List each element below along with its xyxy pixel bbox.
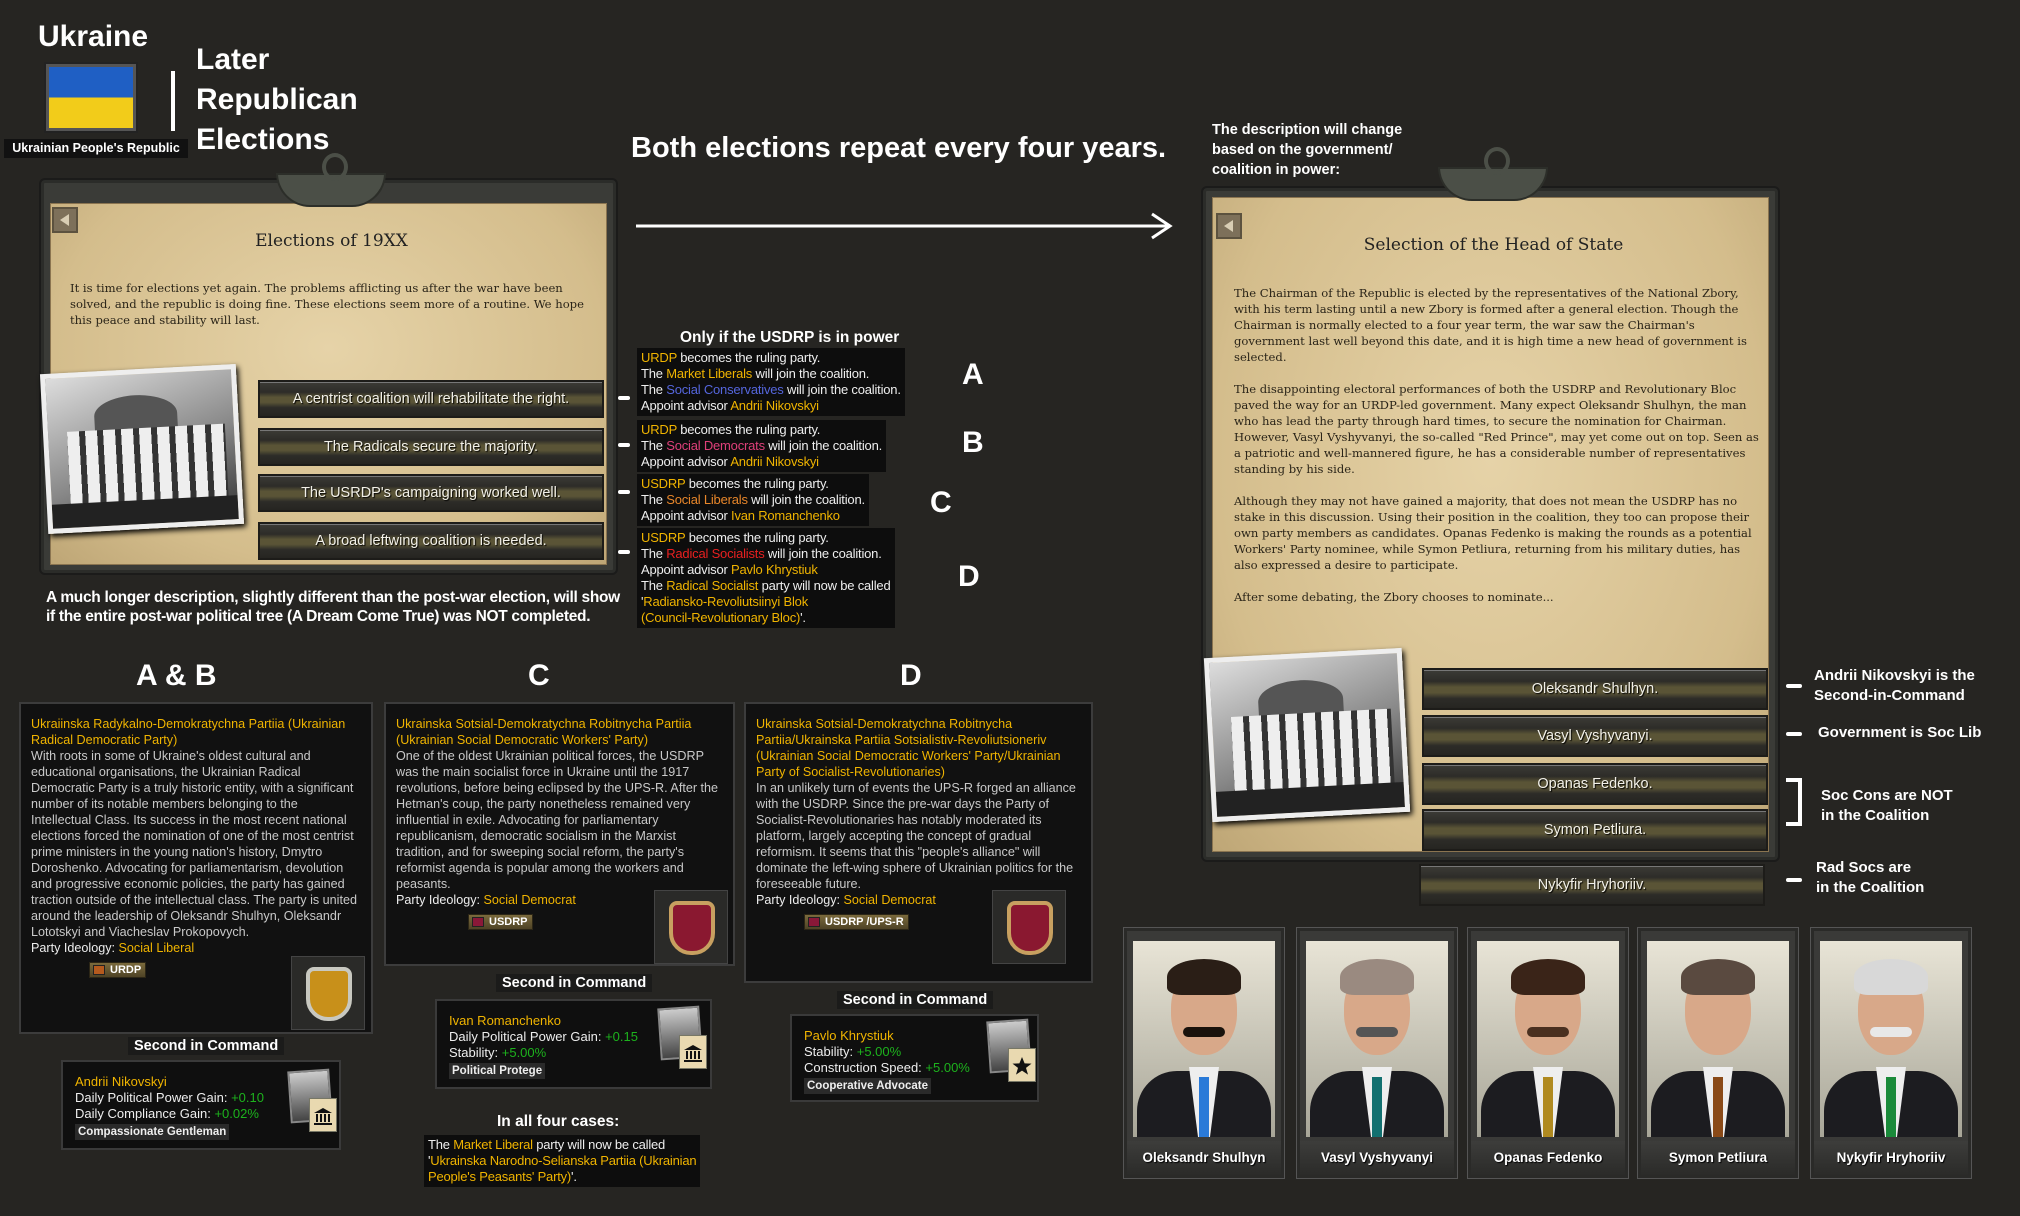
text-segment: Social Conservatives (666, 382, 784, 397)
note-line: based on the government/ (1212, 142, 1393, 158)
bank-icon (679, 1035, 707, 1069)
torch-emblem-icon (291, 956, 365, 1030)
text-line (641, 578, 891, 594)
repeat-note: Both elections repeat every four years. (631, 132, 1167, 164)
annotation-line: in the Coalition (1816, 879, 1925, 896)
text-line (641, 492, 865, 508)
leader-portrait-card[interactable] (1638, 928, 1798, 1178)
modifier-label: Stability: (804, 1044, 857, 1059)
text-line (641, 610, 891, 626)
section-title-line: Elections (196, 123, 330, 156)
modifier-value: +5.00% (925, 1060, 970, 1075)
rose-emblem-icon (992, 890, 1066, 964)
annotation (1814, 666, 1975, 706)
text-segment: Pavlo Khrystiuk (731, 562, 818, 577)
text-segment: Andrii Nikovskyi (730, 454, 819, 469)
ideology-value: Social Democrat (843, 893, 936, 907)
text-segment: ' (641, 594, 644, 609)
text-segment: The (641, 438, 667, 453)
outcome-letter: D (958, 560, 980, 593)
caption-line: if the entire post-war political tree (A Dream Come True) was NOT completed. (46, 608, 591, 625)
modifier-label: Construction Speed: (804, 1060, 926, 1075)
annotation (1816, 858, 1924, 898)
party-name: Ukrainska Sotsial-Demokratychna Robitnycha Partiia (Ukrainian Social Democratic Workers' Party) (396, 717, 692, 747)
text-line (641, 476, 865, 492)
section-title-line: Later (196, 43, 270, 76)
advisor-trait: Compassionate Gentleman (75, 1124, 229, 1140)
option-button[interactable]: Nykyfir Hryhoriiv. (1419, 864, 1765, 906)
leader-portrait-card[interactable] (1124, 928, 1284, 1178)
option-button[interactable]: A centrist coalition will rehabilitate the right. (258, 380, 604, 418)
annotation-line: in the Coalition (1821, 807, 1930, 824)
parliament-photo (1204, 648, 1410, 822)
connector-dash (618, 443, 630, 447)
leader-portrait-card[interactable] (1811, 928, 1971, 1178)
text-line (641, 594, 891, 610)
advisor-name: Pavlo Khrystiuk (804, 1028, 894, 1043)
arrow-right-icon (636, 212, 1176, 240)
event-title: Elections of 19XX (255, 231, 408, 251)
text-segment: will join the coalition. (752, 366, 870, 381)
text-segment: Social Democrats (666, 438, 765, 453)
star-icon (1008, 1048, 1036, 1082)
section-title-line: Republican (196, 83, 358, 116)
ideology-label: Party Ideology: (31, 941, 116, 955)
connector-dash (1786, 878, 1802, 882)
text-segment: The (641, 578, 667, 593)
annotation: Government is Soc Lib (1818, 724, 1982, 741)
text-segment: Ivan Romanchenko (731, 508, 840, 523)
clipboard-clip-icon (1438, 167, 1548, 201)
text-segment: Appoint advisor (641, 508, 732, 523)
rose-emblem-icon (654, 890, 728, 964)
all-cases-heading: In all four cases: (497, 1113, 620, 1130)
modifier-value: +5.00% (501, 1045, 547, 1060)
option-button[interactable]: Symon Petliura. (1422, 809, 1768, 851)
text-line (428, 1153, 696, 1169)
section-title (196, 40, 358, 160)
text-segment: Andrii Nikovskyi (730, 398, 819, 413)
party-description: With roots in some of Ukraine's oldest cultural and educational organisations, the Ukrainian Radical Democratic Party is a truly historic entity, with a significant number of its notable members belonging to the Intellectual Class. Its success in the most recent national elections forced the nomination of one of the most centrist prime ministers in the young nation's history, Dmytro Doroshenko. Advocating for parliamentarism, devolution and progressive economic policies, the party has gained traction outside of the intellectual class. The party is united around the leadership of Oleksandr Shulhyn, Oleksandr Lototskyi and Viacheslav Prokopovych. (31, 749, 357, 939)
outcomes-heading: Only if the USDRP is in power (680, 329, 900, 346)
outcome-letter: A (962, 358, 984, 391)
text-line (641, 508, 865, 524)
connector-dash (1786, 684, 1802, 688)
leader-name: Oleksandr Shulhyn (1127, 1141, 1281, 1175)
note-line: coalition in power: (1212, 162, 1341, 178)
text-segment: URDP (641, 350, 677, 365)
party-description: One of the oldest Ukrainian political forces, the USDRP was the main socialist force in Ukraine until the 1917 revolutions, before being eclipsed by the UPS-R. After the Hetman's coup, the party nonetheless remained very influential in exile. Advocating for parliamentary republicanism, democratic socialism in the Marxist tradition, and for sweeping social reform, the party's reformist agenda is popular among the workers and peasants. (396, 749, 719, 891)
modifier-label: Daily Compliance Gain: (75, 1106, 215, 1121)
advisor-trait: Cooperative Advocate (804, 1078, 931, 1094)
text-line (641, 562, 891, 578)
outcome-letter: B (962, 426, 984, 459)
ideology-label: Party Ideology: (756, 893, 841, 907)
event-paragraph: After some debating, the Zbory chooses to nominate... (1234, 590, 1554, 604)
text-segment: party will now be called (532, 1137, 666, 1152)
event-paragraph: The Chairman of the Republic is elected by the representatives of the National Zbory, with his term lasting until a new Zbory is formed after a general election. Though the Chairman is normally elected to a four year term, the war saw the Chairman's government last well beyond this date, and it is high time a new head of government is selected. (1234, 286, 1747, 364)
party-tag (468, 914, 533, 930)
text-segment: will join the coalition. (747, 492, 865, 507)
text-segment: ' (428, 1153, 431, 1168)
text-segment: Appoint advisor (641, 454, 731, 469)
leader-name: Nykyfir Hryhoriiv (1814, 1141, 1968, 1175)
party-name: Ukraiinska Radykalno-Demokratychna Partiia (Ukrainian Radical Democratic Party) (31, 717, 346, 747)
text-segment: Radiansko-Revoliutsiinyi Blok (643, 594, 809, 609)
leader-portrait (1306, 941, 1448, 1137)
advisor-name: Ivan Romanchenko (449, 1013, 562, 1028)
party-tag-label: USDRP /UPS-R (825, 916, 904, 928)
ideology-label: Party Ideology: (396, 893, 481, 907)
outcome-block-b (637, 420, 886, 472)
text-segment: will join the coalition. (764, 546, 882, 561)
text-segment: becomes the ruling party. (676, 350, 821, 365)
modifier-value: +5.00% (856, 1044, 902, 1059)
party-tag-label: URDP (110, 964, 142, 976)
option-button[interactable]: A broad leftwing coalition is needed. (258, 522, 604, 560)
text-line (641, 398, 901, 414)
modifier-label: Daily Political Power Gain: (75, 1090, 232, 1105)
all-cases-block (424, 1135, 700, 1187)
text-segment: will join the coalition. (764, 438, 883, 453)
text-line (641, 422, 882, 438)
leader-portrait (1477, 941, 1619, 1137)
leader-name: Vasyl Vyshyvanyi (1300, 1141, 1454, 1175)
advisor-card[interactable] (435, 999, 712, 1089)
event-body: It is time for elections yet again. The problems afflicting us after the war have been solved, and the republic is doing fine. These elections seem more of a routine. We hope this peace and stability will last. (70, 281, 584, 327)
leader-name: Opanas Fedenko (1471, 1141, 1625, 1175)
text-line (641, 350, 901, 366)
text-segment: The (428, 1137, 454, 1152)
text-segment: becomes the ruling party. (685, 530, 829, 545)
country-name: Ukraine (38, 20, 149, 53)
ideology-value: Social Democrat (483, 893, 576, 907)
note-line: The description will change (1212, 122, 1403, 138)
second-in-command-label: Second in Command (128, 1037, 284, 1055)
connector-dash (1786, 732, 1802, 736)
party-heading: A & B (136, 659, 217, 692)
party-tag (89, 962, 146, 978)
advisor-trait: Political Protege (449, 1063, 545, 1079)
modifier-value: +0.15 (605, 1029, 638, 1044)
caption (46, 588, 626, 626)
outcome-block-a (637, 348, 905, 416)
text-line (641, 454, 882, 470)
caption-line: A much longer description, slightly different than the post-war election, will show (46, 589, 620, 606)
back-button[interactable] (52, 207, 78, 233)
annotation-line: Andrii Nikovskyi is the (1814, 667, 1975, 684)
text-segment: '. (571, 1169, 577, 1184)
option-button[interactable]: The Radicals secure the majority. (258, 428, 604, 466)
party-heading: D (900, 659, 922, 692)
text-line (428, 1169, 696, 1185)
outcome-block-d (637, 528, 895, 628)
text-segment: The (641, 382, 667, 397)
modifier-label: Stability: (449, 1045, 502, 1060)
head-of-state-event-window (1203, 188, 1778, 860)
text-segment: will join the coalition. (783, 382, 901, 397)
party-card-urdp (19, 702, 373, 1034)
text-segment: '. (800, 610, 806, 625)
option-button[interactable]: The USRDP's campaigning worked well. (258, 474, 604, 512)
advisor-card[interactable] (790, 1014, 1039, 1102)
leader-name: Symon Petliura (1641, 1141, 1795, 1175)
party-tag-label: USDRP (489, 916, 528, 928)
text-segment: Market Liberal (453, 1137, 533, 1152)
right-note (1212, 120, 1402, 180)
text-line (641, 546, 891, 562)
text-line (641, 438, 882, 454)
bank-icon (309, 1098, 337, 1132)
second-in-command-label: Second in Command (837, 991, 993, 1009)
text-segment: becomes the ruling party. (676, 422, 821, 437)
text-segment: People's Peasants' Party) (428, 1169, 572, 1184)
text-line (641, 366, 901, 382)
text-segment: becomes the ruling party. (685, 476, 829, 491)
text-segment: URDP (641, 422, 677, 437)
text-segment: Ukrainska Narodno-Selianska Partiia (Ukrainian (430, 1153, 697, 1168)
text-segment: Appoint advisor (641, 398, 731, 413)
leader-portrait (1647, 941, 1789, 1137)
text-segment: Market Liberals (666, 366, 753, 381)
event-paragraph: Although they may not have gained a majority, that does not mean the USDRP has no stake in this discussion. Using their position in the coalition, they too can propose their own party members as candidates. Opanas Fedenko is making the rounds as a potential Workers' Party nominee, while Symon Petliura, returning from his military duties, has also expressed a desire to participate. (1234, 494, 1752, 572)
parliament-photo (40, 364, 244, 534)
text-segment: (Council-Revolutionary Bloc) (641, 610, 801, 625)
connector-dash (618, 490, 630, 494)
event-body (1234, 285, 1759, 621)
leader-portrait-card[interactable] (1468, 928, 1628, 1178)
text-segment: Radical Socialist (666, 578, 759, 593)
clipboard-clip-icon (276, 173, 386, 207)
leader-portrait (1133, 941, 1275, 1137)
annotation-line: Second-in-Command (1814, 687, 1965, 704)
divider (171, 71, 175, 131)
text-line (428, 1137, 696, 1153)
flag-icon (46, 64, 136, 131)
connector-dash (618, 396, 630, 400)
party-card-usdrp-upsr (744, 702, 1093, 983)
modifier-value: +0.10 (231, 1090, 264, 1105)
text-segment: The (641, 366, 667, 381)
country-label: Ukrainian People's Republic (4, 139, 188, 158)
second-in-command-label: Second in Command (496, 974, 652, 992)
text-segment: party will now be called (758, 578, 891, 593)
text-segment: The (641, 546, 667, 561)
event-paragraph: The disappointing electoral performances of both the USDRP and Revolutionary Bloc paved the way for an URDP-led government. Many expect Oleksandr Shulhyn, the man who has lead the party through hard times, to secure the nomination for Chairman. However, Vasyl Vyshyvanyi, the so-called "Red Prince", may yet come out on top. Seen as a patriotic and well-mannered figure, he has a considerable number of representatives standing by his side. (1234, 382, 1759, 476)
annotation-line: Soc Cons are NOT (1821, 787, 1953, 804)
ideology-value: Social Liberal (118, 941, 195, 955)
advisor-card[interactable] (61, 1060, 341, 1150)
event-title: Selection of the Head of State (1363, 235, 1624, 255)
party-heading: C (528, 659, 550, 692)
advisor-name: Andrii Nikovskyi (75, 1074, 167, 1089)
bracket (1786, 778, 1802, 826)
election-event-window (41, 180, 616, 573)
modifier-value: +0.02% (214, 1106, 259, 1121)
annotation (1821, 786, 1953, 826)
annotation-line: Rad Socs are (1816, 859, 1912, 876)
text-segment: USDRP (641, 476, 686, 491)
leader-portrait-card[interactable] (1297, 928, 1457, 1178)
option-button[interactable]: Vasyl Vyshyvanyi. (1422, 715, 1768, 757)
party-tag (804, 914, 909, 930)
text-line (641, 530, 891, 546)
text-segment: Appoint advisor (641, 562, 732, 577)
text-segment: USDRP (641, 530, 686, 545)
leader-portrait (1820, 941, 1962, 1137)
outcome-letter: C (930, 486, 952, 519)
party-description: In an unlikely turn of events the UPS-R forged an alliance with the USDRP. Since the pre-war days the Party of Socialist-Revolutionaries has notably moderated its platform, largely accepting the concept of gradual reformism. It seems that this "people's alliance" will dominate the left-wing sphere of Ukrainian politics for the foreseeable future. (756, 781, 1076, 891)
text-line (641, 382, 901, 398)
outcome-block-c (637, 474, 869, 526)
text-segment: Social Liberals (666, 492, 748, 507)
party-name: Ukrainska Sotsial-Demokratychna Robitnycha Partiia/Ukrainska Partiia Sotsialistiv-Revoliutsioneriv (Ukrainian Social Democratic Workers' Party/Ukrainian Party of Socialist-Revolutionaries) (756, 717, 1061, 779)
party-card-usdrp (384, 702, 735, 966)
option-button[interactable]: Oleksandr Shulhyn. (1422, 668, 1768, 710)
text-segment: The (641, 492, 667, 507)
text-segment: Radical Socialists (666, 546, 765, 561)
option-button[interactable]: Opanas Fedenko. (1422, 763, 1768, 805)
connector-dash (618, 550, 630, 554)
modifier-label: Daily Political Power Gain: (449, 1029, 606, 1044)
